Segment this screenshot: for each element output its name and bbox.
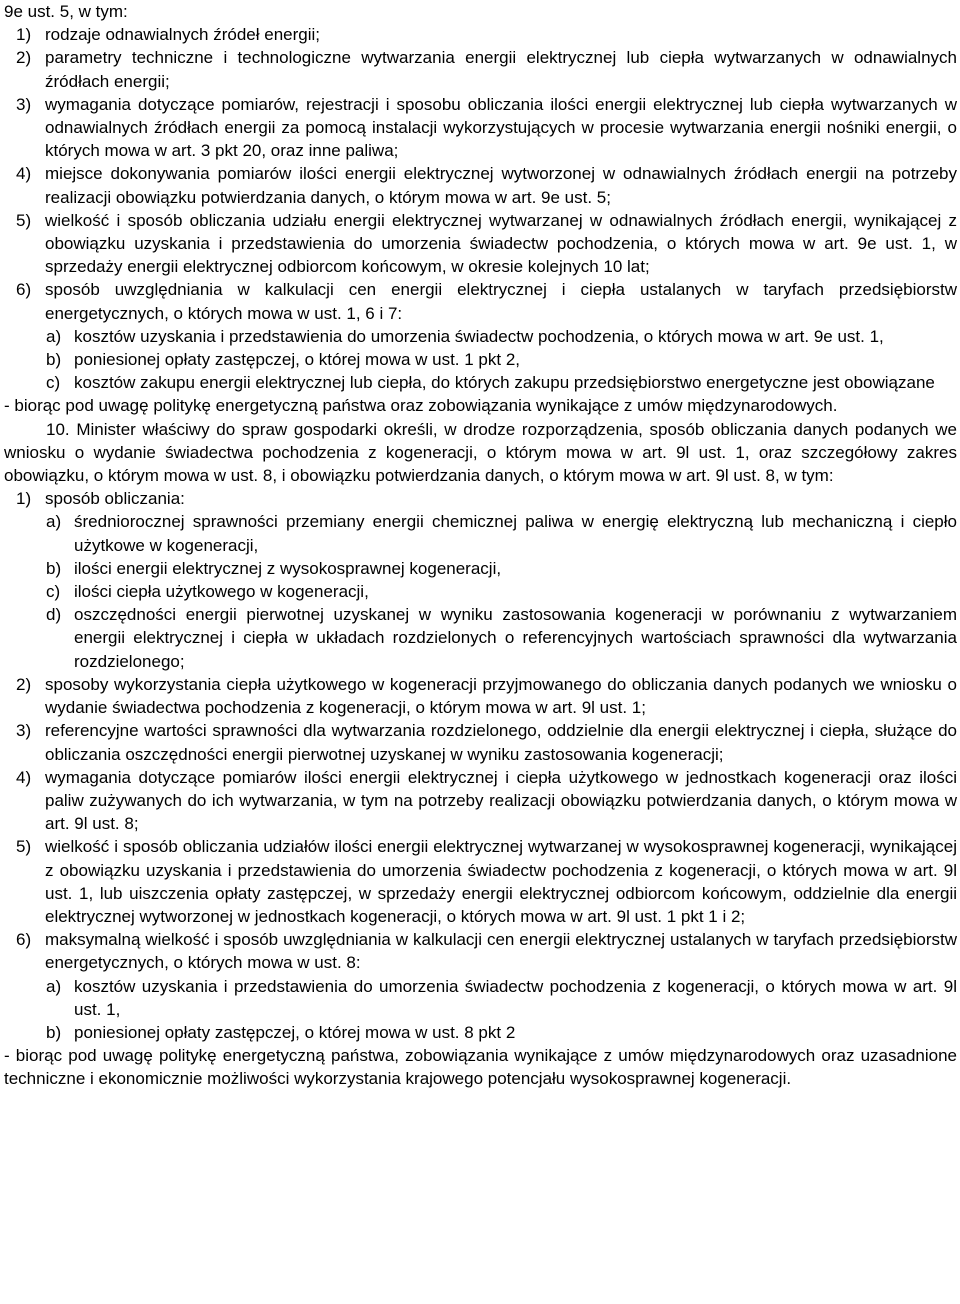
list-text: miejsce dokonywania pomiarów ilości energii elektrycznej wytworzonej w odnawialnych źródłach energii na potrzeby realizacji obowiązku potwierdzania danych, o którym mowa w art. 9e ust. 5; <box>45 164 957 207</box>
sub-item <box>4 1021 957 1044</box>
list-item <box>4 278 957 324</box>
list-item <box>4 487 957 510</box>
closing-clause: - biorąc pod uwagę politykę energetyczną państwa oraz zobowiązania wynikające z umów międzynarodowych. <box>4 396 838 416</box>
list-number: 1) <box>16 25 32 45</box>
list-item <box>4 673 957 719</box>
list-text: rodzaje odnawialnych źródeł energii; <box>45 25 320 45</box>
sub-item <box>4 557 957 580</box>
sub-text: ilości energii elektrycznej z wysokosprawnej kogeneracji, <box>74 558 502 578</box>
list-text: parametry techniczne i technologiczne wytwarzania energii elektrycznej lub ciepła wytwarzanych w odnawialnych źródłach energii; <box>45 48 957 91</box>
sub-letter: a) <box>46 976 62 996</box>
sub-text: średniorocznej sprawności przemiany energii chemicznej paliwa w energię elektryczną lub mechaniczną i ciepło użytkowe w kogeneracji, <box>74 512 957 555</box>
list-text: referencyjne wartości sprawności dla wytwarzania rozdzielonego, oddzielnie dla energii elektrycznej i ciepła, służące do obliczania oszczędności energii pierwotnej uzyskanej w wyniku zastosowania kogeneracji; <box>45 721 957 764</box>
list-text: wymagania dotyczące pomiarów, rejestracji i sposobu obliczania ilości energii elektrycznej lub ciepła wytwarzanych w odnawialnych źródłach energii za pomocą instalacji wykorzystujących w procesie wytwarzania energii nośniki energii, o których mowa w art. 3 pkt 20, oraz inne paliwa; <box>45 94 957 161</box>
list-item <box>4 162 957 208</box>
text-line: 9e ust. 5, w tym: <box>4 2 128 21</box>
list-number: 1) <box>16 489 32 509</box>
list-text: sposoby wykorzystania ciepła użytkowego w kogeneracji przyjmowanego do obliczania danych podanych we wniosku o wydanie świadectwa pochodzenia z kogeneracji, o którym mowa w art. 9l ust. 1; <box>45 674 957 718</box>
sub-letter: c) <box>46 373 61 393</box>
list-item <box>4 719 957 765</box>
list-number: 2) <box>16 48 32 68</box>
list-number: 5) <box>16 210 32 230</box>
sub-item <box>4 348 957 371</box>
sub-item <box>4 510 957 556</box>
sub-text: kosztów uzyskania i przedstawienia do umorzenia świadectw pochodzenia z kogeneracji, o których mowa w art. 9l ust. 1, <box>74 976 957 1019</box>
sub-letter: a) <box>46 512 62 532</box>
list-item <box>4 766 957 836</box>
sub-text: ilości ciepła użytkowego w kogeneracji, <box>74 582 369 602</box>
list-item <box>4 93 957 163</box>
sub-item <box>4 975 957 1021</box>
sub-letter: b) <box>46 1022 62 1042</box>
sub-item <box>4 580 957 603</box>
list-number: 3) <box>16 94 32 114</box>
list-item <box>4 23 957 46</box>
list-number: 3) <box>16 721 32 741</box>
list-text: sposób obliczania: <box>45 489 185 509</box>
sub-letter: a) <box>46 326 62 346</box>
sub-text: oszczędności energii pierwotnej uzyskanej w wyniku zastosowania kogeneracji w porównaniu z wytwarzaniem energii elektrycznej i ciepła w układach rozdzielonych o referencyjnych wartościach sprawności dla wytwarzania rozdzielonego; <box>74 605 957 671</box>
list-text: maksymalną wielkość i sposób uwzględniania w kalkulacji cen energii elektrycznej ustalanych w taryfach przedsiębiorstw energetycznych, o których mowa w ust. 8: <box>45 930 957 973</box>
list-item <box>4 209 957 279</box>
list-text: wymagania dotyczące pomiarów ilości energii elektrycznej i ciepła użytkowego w jednostkach kogeneracji oraz ilości paliw zużywanych do ich wytwarzania, w tym na potrzeby realizacji obowiązku potwierdzania danych, o którym mowa w art. 9l ust. 8; <box>45 767 957 834</box>
sub-text: kosztów zakupu energii elektrycznej lub ciepła, do których zakupu przedsiębiorstwo energetyczne jest obowiązane <box>74 373 935 393</box>
list-text: wielkość i sposób obliczania udziału energii elektrycznej wytwarzanej w odnawialnych źródłach energii, wynikającej z obowiązku uzyskania i przedstawienia do umorzenia świadectw pochodzenia, o których mowa w art. 9e ust. 1, w sprzedaży energii elektrycznej odbiorcom końcowym, w okresie kolejnych 10 lat; <box>45 210 957 277</box>
sub-letter: d) <box>46 605 62 625</box>
list-item <box>4 928 957 974</box>
list-number: 6) <box>16 930 32 950</box>
closing-clause: - biorąc pod uwagę politykę energetyczną państwa, zobowiązania wynikające z umów międzynarodowych oraz uzasadnione techniczne i ekonomicznie możliwości wykorzystania krajowego potencjału wysokosprawnej kogeneracji. <box>4 1046 957 1089</box>
sub-item <box>4 603 957 673</box>
sub-item <box>4 325 957 348</box>
list-number: 5) <box>16 837 32 857</box>
list-item <box>4 835 957 928</box>
sub-letter: c) <box>46 582 61 602</box>
list-number: 2) <box>16 674 32 694</box>
sub-text: kosztów uzyskania i przedstawienia do umorzenia świadectw pochodzenia, o których mowa w art. 9e ust. 1, <box>74 326 884 346</box>
sub-letter: b) <box>46 350 62 370</box>
sub-text: poniesionej opłaty zastępczej, o której mowa w ust. 8 pkt 2 <box>74 1022 516 1042</box>
list-item <box>4 46 957 92</box>
list-text: wielkość i sposób obliczania udziałów ilości energii elektrycznej wytwarzanej w wysokosprawnej kogeneracji, wynikającej z obowiązku uzyskania i przedstawienia do umorzenia świadectw pochodzenia z kogeneracji, o których mowa w art. 9l ust. 1, lub uiszczenia opłaty zastępczej, w sprzedaży energii elektrycznej odbiorcom końcowym, oddzielnie dla energii elektrycznej wytworzonej w jednostkach kogeneracji, o których mowa w art. 9l ust. 1 pkt 1 i 2; <box>45 837 957 926</box>
sub-item <box>4 371 957 394</box>
list-number: 4) <box>16 164 32 184</box>
sub-letter: b) <box>46 558 62 578</box>
sub-text: poniesionej opłaty zastępczej, o której mowa w ust. 1 pkt 2, <box>74 350 521 370</box>
paragraph-10: 10. Minister właściwy do spraw gospodarki określi, w drodze rozporządzenia, sposób obliczania danych podanych we wniosku o wydanie świadectwa pochodzenia z kogeneracji, o którym mowa w art. 9l ust. 1, oraz szczegółowy zakres obowiązku, o którym mowa w ust. 8, i obowiązku potwierdzania danych, o którym mowa w art. 9l ust. 8, w tym: <box>4 419 957 486</box>
list-text: sposób uwzględniania w kalkulacji cen energii elektrycznej i ciepła ustalanych w taryfach przedsiębiorstw energetycznych, o których mowa w ust. 1, 6 i 7: <box>45 280 957 323</box>
list-number: 6) <box>16 280 32 300</box>
list-number: 4) <box>16 767 32 787</box>
